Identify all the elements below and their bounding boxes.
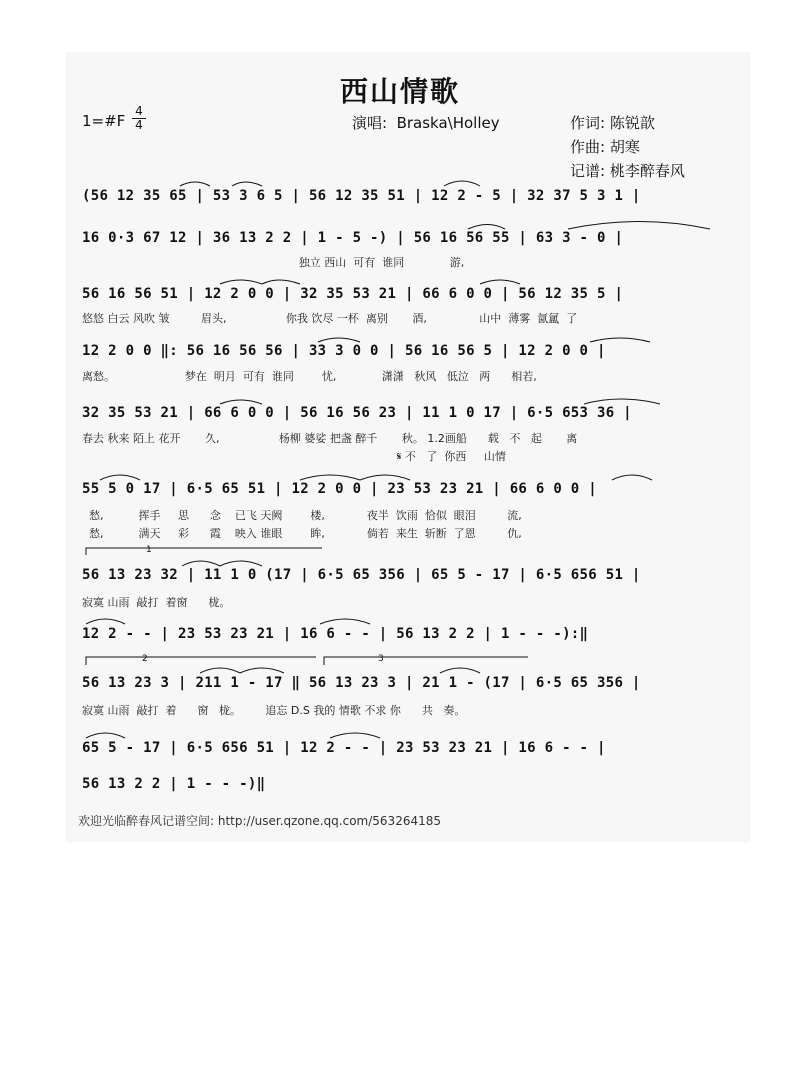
notation-row-6: 55 5 0 17 | 6·5 65 51 | 12 2 0 0 | 23 53 23 21 | 66 6 0 0 |: [82, 481, 597, 497]
lyricist-credit: 作词: 陈锐歆: [570, 114, 655, 132]
lyrics-row-5b: 𝄋 不 了 你西 山情: [82, 450, 506, 463]
volta-2-label: 2: [142, 654, 148, 664]
notation-row-9: 56 13 23 3 | 211 1 - 17 ‖ 56 13 23 3 | 21 1 - (17 | 6·5 65 356 |: [82, 675, 641, 691]
composer-credit: 作曲: 胡寒: [570, 138, 640, 156]
notation-row-1: (56 12 35 65 | 53 3 6 5 | 56 12 35 51 | 12 2 - 5 | 32 37 5 3 1 |: [82, 188, 641, 204]
notation-row-8: 12 2 - - | 23 53 23 21 | 16 6 - - | 56 13 2 2 | 1 - - -):‖: [82, 626, 589, 642]
volta-1-label: 1: [146, 545, 152, 555]
lyrics-row-6: 愁, 挥手 思 念 已飞 天阙 楼, 夜半 饮雨 恰似 眼泪 流,: [82, 509, 522, 522]
key-signature: 1=#F: [82, 112, 126, 130]
time-numerator: 4: [135, 104, 143, 118]
notation-row-7: 56 13 23 32 | 11 1 0 (17 | 6·5 65 356 | 65 5 - 17 | 6·5 656 51 |: [82, 567, 641, 583]
singer-credit: 演唱: Braska\Holley: [352, 114, 500, 132]
footer-note: 欢迎光临醉春风记谱空间: http://user.qzone.qq.com/563264185: [78, 814, 442, 828]
notation-row-11: 56 13 2 2 | 1 - - -)‖: [82, 776, 266, 792]
volta-3-label: 3: [378, 654, 384, 664]
transcriber-credit: 记谱: 桃李醉春风: [570, 162, 685, 180]
lyrics-row-5: 春去 秋来 陌上 花开 久, 杨柳 婆娑 把盏 醉千 秋。 1.2画船 载 不 起 离: [82, 432, 578, 445]
notation-row-10: 65 5 - 17 | 6·5 656 51 | 12 2 - - | 23 53 23 21 | 16 6 - - |: [82, 740, 606, 756]
notation-row-4: 12 2 0 0 ‖: 56 16 56 56 | 33 3 0 0 | 56 16 56 5 | 12 2 0 0 |: [82, 343, 606, 359]
notation-row-2: 16 0·3 67 12 | 36 13 2 2 | 1 - 5 -) | 56 16 56 55 | 63 3 - 0 |: [82, 230, 624, 246]
notation-row-5: 32 35 53 21 | 66 6 0 0 | 56 16 56 23 | 11 1 0 17 | 6·5 653 36 |: [82, 405, 632, 421]
song-title: 西山情歌: [339, 75, 460, 108]
notation-row-3: 56 16 56 51 | 12 2 0 0 | 32 35 53 21 | 66 6 0 0 | 56 12 35 5 |: [82, 286, 624, 302]
time-denominator: 4: [132, 118, 146, 132]
lyrics-row-2: 独立 西山 可有 谁同 游,: [82, 256, 465, 269]
lyrics-row-3: 悠悠 白云 风吹 皱 眉头, 你我 饮尽 一杯 离别 酒, 山中 薄雾 氤氲 了: [82, 312, 578, 325]
lyrics-row-9: 寂寞 山雨 敲打 着 窗 栊。 追忘 D.S 我的 情歌 不求 你 共 奏。: [82, 704, 466, 717]
lyrics-row-7: 寂寞 山雨 敲打 着窗 栊。: [82, 596, 231, 609]
lyrics-row-6b: 愁, 满天 彩 霞 映入 谁眼 眸, 倘若 来生 斩断 了恩 仇,: [82, 527, 522, 540]
lyrics-row-4: 离愁。 梦在 明月 可有 谁同 忧, 潇潇 秋风 低泣 两 相若,: [82, 370, 537, 383]
